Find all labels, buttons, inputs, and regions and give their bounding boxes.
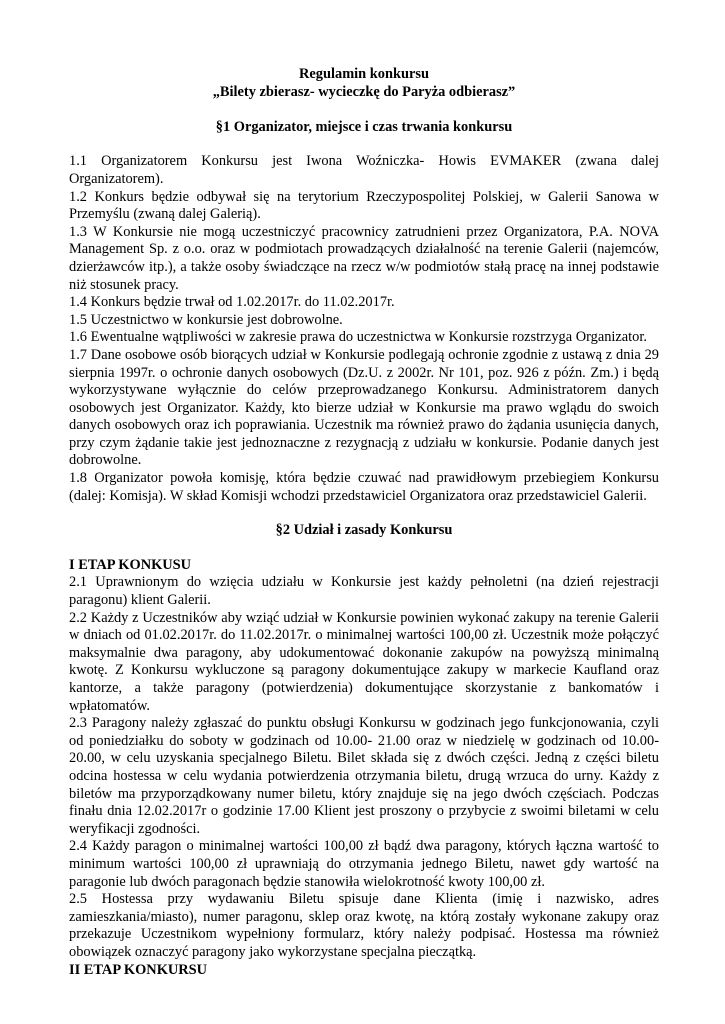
- paragraph-2-5: 2.5 Hostessa przy wydawaniu Biletu spisuje dane Klienta (imię i nazwisko, adres zamieszkania/miasto), numer paragonu, sklep oraz kwotę, na którą zostały wykonane zakupy oraz przekazuje Uczestnikom wypełniony formularz, który należy podpisać. Hostessa ma również obowiązek oznaczyć paragony jako wykorzystane specjalna pieczątką.: [69, 891, 659, 960]
- paragraph-1-6: 1.6 Ewentualne wątpliwości w zakresie prawa do uczestnictwa w Konkursie rozstrzyga Organizator.: [69, 329, 647, 346]
- paragraph-2-3: 2.3 Paragony należy zgłaszać do punktu obsługi Konkursu w godzinach jego funkcjonowania, czyli od poniedziałku do soboty w godzinach od 10.00- 21.00 oraz w niedzielę w godzinach od 10.00-20.00, w celu uzyskania specjalnego Biletu. Bilet składa się z dwóch części. Jedną z części biletu odcina hostessa w celu wydania potwierdzenia otrzymania biletu, drugą wrzuca do urny. Każdy z biletów ma przyporządkowany numer biletu, który znajduje się na jego dwóch częściach. Podczas finału dnia 12.02.2017r o godzinie 17.00 Klient jest proszony o przybycie z swoimi biletami w celu weryfikacji zgodności.: [69, 715, 659, 837]
- paragraph-1-4: 1.4 Konkurs będzie trwał od 1.02.2017r. do 11.02.2017r.: [69, 294, 395, 311]
- paragraph-1-3: 1.3 W Konkursie nie mogą uczestniczyć pracownicy zatrudnieni przez Organizatora, P.A. NOVA Management Sp. z o.o. oraz w podmiotach prowadzących działalność na terenie Galerii (najemców, dzierżawców itp.), a także osoby świadczące na rzecz w/w podmiotów stałą pracę na innej podstawie niż stosunek pracy.: [69, 223, 659, 293]
- stage-1-heading: I ETAP KONKUSU: [69, 556, 192, 573]
- document-subtitle: „Bilety zbierasz- wycieczkę do Paryża odbierasz”: [212, 83, 516, 100]
- section-1-heading: §1 Organizator, miejsce i czas trwania konkursu: [215, 118, 513, 135]
- paragraph-2-4: 2.4 Każdy paragon o minimalnej wartości 100,00 zł bądź dwa paragony, których łączna wartość to minimum wartości 100,00 zł uprawniają do otrzymania jednego Biletu, nawet gdy wartość na paragonie lub dwóch paragonach będzie stanowiła wielokrotność kwoty 100,00 zł.: [69, 838, 659, 890]
- paragraph-1-8: 1.8 Organizator powoła komisję, która będzie czuwać nad prawidłowym przebiegiem Konkursu (dalej: Komisja). W skład Komisji wchodzi przedstawiciel Organizatora oraz przedstawiciel Galerii.: [69, 470, 659, 504]
- paragraph-2-1: 2.1 Uprawnionym do wzięcia udziału w Konkursie jest każdy pełnoletni (na dzień rejestracji paragonu) klient Galerii.: [69, 574, 659, 609]
- paragraph-1-7: 1.7 Dane osobowe osób biorących udział w Konkursie podlegają ochronie zgodnie z ustawą z dnia 29 sierpnia 1997r. o ochronie danych osobowych (Dz.U. z 2002r. Nr 101, poz. 926 z późn. Zm.) i będą wykorzystywane wyłącznie do celów przeprowadzanego Konkursu. Administratorem danych osobowych jest Organizator. Każdy, kto bierze udział w Konkursie ma prawo wglądu do swoich danych osobowych oraz ich poprawiania. Uczestnik ma również prawo do żądania usunięcia danych, przy czym żądanie takie jest jednoznaczne z rezygnacją z udziału w konkursie. Podanie danych jest dobrowolne.: [69, 346, 659, 469]
- document-title: Regulamin konkursu: [299, 66, 429, 82]
- section-2-heading: §2 Udział i zasady Konkursu: [275, 522, 453, 539]
- paragraph-1-2: 1.2 Konkurs będzie odbywał się na terytorium Rzeczypospolitej Polskiej, w Galerii Sanowa w Przemyślu (zwaną dalej Galerią).: [69, 188, 659, 223]
- paragraph-1-5: 1.5 Uczestnictwo w konkursie jest dobrowolne.: [69, 311, 343, 328]
- paragraph-1-1: 1.1 Organizatorem Konkursu jest Iwona Woźniczka- Howis EVMAKER (zwana dalej Organizatorem).: [69, 153, 659, 187]
- paragraph-2-2: 2.2 Każdy z Uczestników aby wziąć udział w Konkursie powinien wykonać zakupy na terenie Galerii w dniach od 01.02.2017r. do 11.02.2017r. o minimalnej wartości 100,00 zł. Uczestnik może połączyć maksymalnie dwa paragony, aby udokumentować dokonanie zakupów na powyższą minimalną kwotę. Z Konkursu wykluczone są paragony dokumentujące zakupy w markecie Kaufland oraz kantorze, a także paragony (potwierdzenia) dokumentujące skorzystanie z bankomatów i wpłatomatów.: [69, 609, 659, 714]
- document-page: [69, 66, 659, 979]
- stage-2-heading: II ETAP KONKURSU: [69, 961, 208, 978]
